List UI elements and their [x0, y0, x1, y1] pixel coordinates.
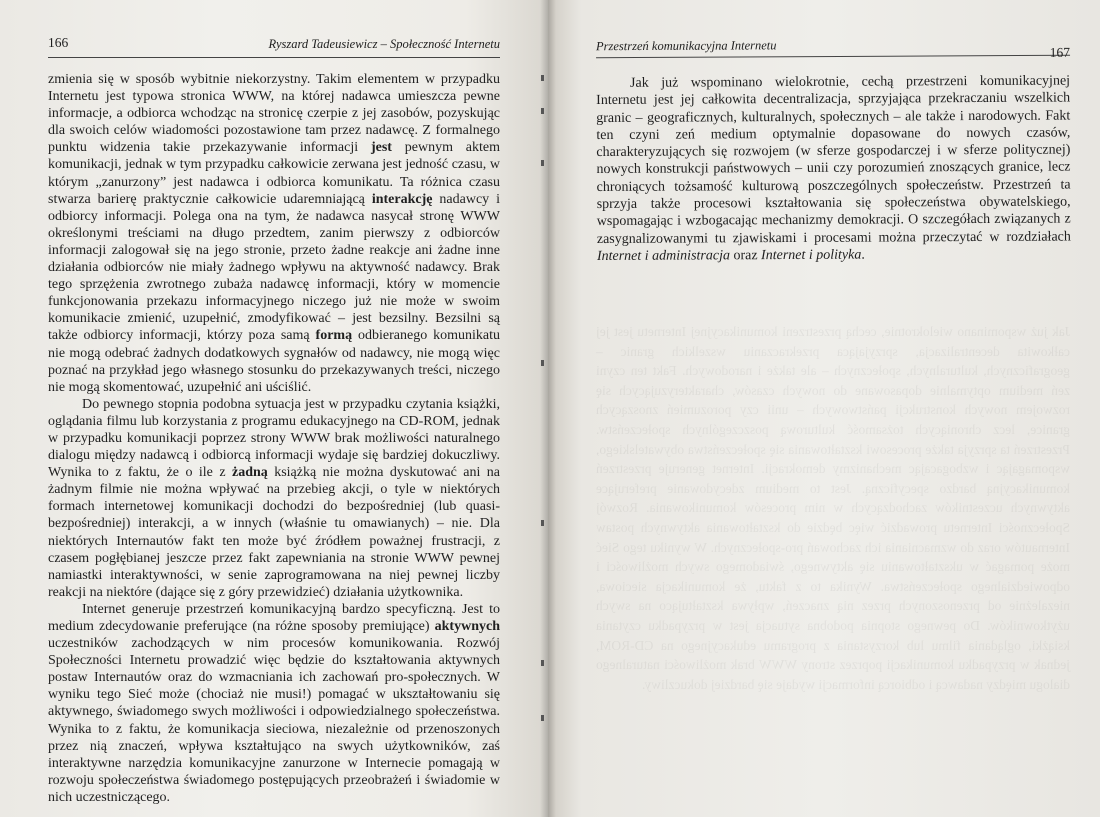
right-page	[548, 0, 1100, 817]
margin-mark	[541, 160, 544, 166]
left-page-number: 166	[48, 35, 69, 50]
right-paragraph-1: Jak już wspominano wielokrotnie, cechą przestrzeni komunikacyjnej Internetu jest jej całkowita decentralizacja, sprzyjająca przekraczaniu wszelkich granic – geograficznych, kulturalnych, społecznych – ale także i narodowych. Fakt ten czyni zeń medium optymalnie dopasowane do nowych czasów, charakteryzujących się rozwojem (w sferze gospodarczej i w sferze politycznej) nowych konstrukcji państwowych – unii czy porozumień znoszących granice, lecz chroniących tożsamość kulturową poszczególnych społeczeństw. Przestrzeń ta sprzyja także procesowi kształtowania się społeczeństwa obywatelskiego, wspomagając i wzbogacając mechanizmy demokracji. O szczegółach związanych z zasygnalizowanymi tu zjawiskami i procesami można przeczytać w rozdziałach Internet i administracja oraz Internet i polityka.	[596, 73, 1071, 264]
left-paragraph-2: Do pewnego stopnia podobna sytuacja jest w przypadku czytania książki, oglądania filmu lub korzystania z programu edukacyjnego na CD-ROM, jednak w przypadku komunikacji poprzez strony WWW brak możliwości naturalnego dialogu między nadawcą i odbiorcą informacji wydaje się bardziej dokuczliwy. Wynika to z faktu, że o ile z żadną książką nie można dyskutować ani na żadnym filmie nie można wpływać na przebieg akcji, o tyle w niektórych formach internetowej komunikacji dochodzi do bezpośredniej (lub quasi-bezpośredniej) interakcji, a w innych (właśnie tu omawianych) – nie. Dla niektórych Internautów fakt ten może być źródłem poważnej frustracji, z czasem pogłębianej jeszcze przez fakt zapewniania na stronie WWW pewnej namiastki interaktywności, w senie zaprogramowana na niej pewnej liczby reakcji na niektóre (dające się z góry przewidzieć) działania użytkownika.	[48, 396, 500, 600]
margin-mark	[541, 75, 544, 81]
right-running-header: Przestrzeń komunikacyjna Internetu	[595, 38, 777, 54]
right-page-number: 167	[1049, 44, 1071, 60]
margin-mark	[541, 360, 544, 366]
right-page-body	[596, 73, 1071, 266]
right-page-header	[596, 35, 1070, 58]
margin-mark	[541, 715, 544, 721]
book-gutter	[540, 0, 556, 817]
show-through-text: Jak już wspominano wielokrotnie, cechą przestrzeni komunikacyjnej Internetu jest jej całkowita decentralizacja, sprzyjająca przekraczaniu wszelkich granic – geograficznych, kulturalnych, społecznych – ale także i narodowych. Fakt ten czyni zeń medium optymalnie dopasowane do nowych czasów, charakteryzujących się rozwojem nowych konstrukcji państwowych – unii czy porozumień znoszących granice, lecz chroniących tożsamość kulturową poszczególnych społeczeństw. Przestrzeń ta sprzyja także procesowi kształtowania się społeczeństwa obywatelskiego, wspomagając i wzbogacając mechanizmy demokracji. Internet generuje przestrzeń komunikacyjną bardzo specyficzną. Jest to medium zdecydowanie preferujące aktywnych uczestników zachodzących w nim procesów komunikowania. Rozwój Społeczności Internetu prowadzić więc będzie do kształtowania aktywnych postaw Internautów oraz do wzmacniania ich zachowań pro-społecznych. W wyniku tego Sieć może pomagać w ukształtowaniu się aktywnego, świadomego swych możliwości i odpowiedzialnego społeczeństwa. Wynika to z faktu, że komunikacja sieciowa, niezależnie od przenoszonych przez nią znaczeń, wpływa kształtująco na swych użytkowników. Do pewnego stopnia podobna sytuacja jest w przypadku czytania książki, oglądania filmu lub korzystania z programu edukacyjnego na CD-ROM, jednak w przypadku komunikacji poprzez strony WWW brak możliwości naturalnego dialogu między nadawcą i odbiorcą informacji wydaje się bardziej dokuczliwy.	[596, 324, 1070, 692]
left-paragraph-3: Internet generuje przestrzeń komunikacyjną bardzo specyficzną. Jest to medium zdecydowanie preferujące (na różne sposoby premiujące) aktywnych uczestników zachodzących w nim procesów komunikowania. Rozwój Społeczności Internetu prowadzić więc będzie do kształtowania aktywnych postaw Internautów oraz do wzmacniania ich zachowań pro-społecznych. W wyniku tego Sieć może (chociaż nie musi!) pomagać w ukształtowaniu się aktywnego, świadomego swych możliwości i odpowiedzialnego społeczeństwa. Wynika to z faktu, że komunikacja sieciowa, niezależnie od przenoszonych przez nią znaczeń, wpływa kształtująco na swych użytkowników, zaś interaktywne narzędzia komunikacyjne zanurzone w Internecie pomagają w rozwoju społeczeństwa świadomego postępujących przeobrażeń i świadomie w nich uczestniczącego.	[48, 601, 500, 805]
margin-mark	[541, 520, 544, 526]
left-running-header: Ryszard Tadeusiewicz – Społeczność Internetu	[268, 37, 500, 51]
left-page-header	[48, 35, 500, 58]
margin-mark	[541, 660, 544, 666]
margin-mark	[541, 108, 544, 114]
left-page-body	[48, 71, 500, 806]
left-page	[0, 0, 548, 817]
left-paragraph-1: zmienia się w sposób wybitnie niekorzystny. Takim elementem w przypadku Internetu jest typowa stronica WWW, na której nadawca umieszcza pewne informacje, a odbiorca wchodząc na stronicę czerpie z jej zasobów, pozyskując dla swoich celów wiadomości pozostawione tam przez nadawcę. Z formalnego punktu widzenia takie przekazywanie informacji jest pewnym aktem komunikacji, jednak w tym przypadku całkowicie zerwana jest jedność czasu, w którym „zanurzony” jest nadawca i odbiorca komunikatu. Ta różnica czasu stwarza barierę praktycznie całkowicie udaremniającą interakcję nadawcy i odbiorcy informacji. Polega ona na tym, że nadawca nasycał stronę WWW określonymi treściami na długo przedtem, zanim pierwszy z odbiorców informacji zalogował się na jego stronie, przeto żadne reakcje ani żadne inne działania odbiorców nie miały żadnego wpływu na aktywność nadawcy. Brak tego sprzężenia zwrotnego zubaża nadawcę informacji, który w momencie funkcjonowania przekazu informacyjnego niczego już nie może w swoim komunikacie zmienić, uzupełnić, zmodyfikować – jest bezsilny. Bezsilni są także odbiorcy informacji, którzy poza samą formą odbieranego komunikatu nie mogą odebrać żadnych dodatkowych sygnałów od nadawcy, nie mogą więc poznać na przykład jego własnego stosunku do przekazywanych treści, niczego nie mogą skomentować, uzupełnić ani uściślić.	[48, 72, 500, 395]
